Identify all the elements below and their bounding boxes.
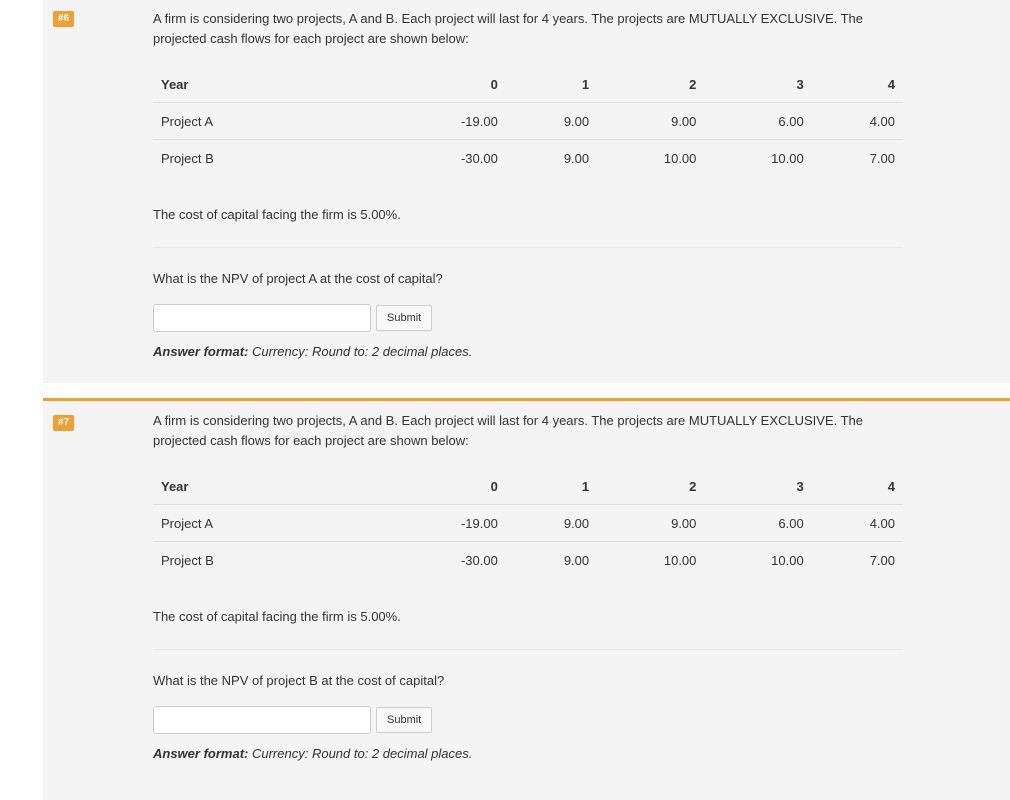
answer-format-label: Answer format: xyxy=(153,344,249,359)
table-cell: 9.00 xyxy=(597,505,704,542)
column-header: 3 xyxy=(704,468,811,505)
table-cell: 9.00 xyxy=(597,103,704,140)
column-header: 1 xyxy=(506,468,597,505)
answer-input[interactable] xyxy=(153,706,371,734)
row-label: Project B xyxy=(161,552,214,568)
table-row xyxy=(153,542,903,579)
question-content xyxy=(153,411,903,761)
row-label: Project B xyxy=(161,150,214,166)
answer-format xyxy=(153,344,472,359)
table-row xyxy=(153,505,903,542)
row-label: Project A xyxy=(153,505,389,542)
answer-row xyxy=(153,706,432,734)
table-cell: 10.00 xyxy=(771,552,804,568)
table-row xyxy=(153,140,903,177)
question-prompt: What is the NPV of project A at the cost of capital? xyxy=(153,271,443,286)
question-6-panel xyxy=(43,0,1010,383)
table-cell: 4.00 xyxy=(812,103,903,140)
column-header: 1 xyxy=(506,66,597,103)
question-7-panel xyxy=(43,398,1010,800)
table-cell: -19.00 xyxy=(389,505,506,542)
question-intro: A firm is considering two projects, A and B. Each project will last for 4 years. The projects are MUTUALLY EXCLUSIVE. The projected cash flows for each project are shown below: xyxy=(153,413,864,448)
divider xyxy=(153,649,903,650)
cost-of-capital-text: The cost of capital facing the firm is 5.00%. xyxy=(153,207,401,222)
submit-button[interactable]: Submit xyxy=(376,305,432,331)
table-cell: 9.00 xyxy=(563,150,590,166)
table-cell: 7.00 xyxy=(869,552,895,568)
question-content xyxy=(153,9,903,359)
column-header-year: Year xyxy=(153,66,389,103)
table-cell: 7.00 xyxy=(869,150,895,166)
answer-row xyxy=(153,304,432,332)
column-header: 4 xyxy=(812,66,903,103)
table-cell: 6.00 xyxy=(704,505,811,542)
table-cell: 9.00 xyxy=(506,505,597,542)
cost-of-capital-text: The cost of capital facing the firm is 5.00%. xyxy=(153,609,401,624)
question-number-badge: #6 xyxy=(53,11,74,27)
table-cell: 9.00 xyxy=(563,552,590,568)
submit-button[interactable]: Submit xyxy=(376,707,432,733)
column-header: 0 xyxy=(389,66,506,103)
question-intro: A firm is considering two projects, A and B. Each project will last for 4 years. The projects are MUTUALLY EXCLUSIVE. The projected cash flows for each project are shown below: xyxy=(153,11,864,46)
column-header-year: Year xyxy=(153,468,389,505)
table-row xyxy=(153,103,903,140)
column-header: 0 xyxy=(389,468,506,505)
answer-format-text: Currency: Round to: 2 decimal places. xyxy=(251,746,473,761)
divider xyxy=(153,247,903,248)
table-cell: 4.00 xyxy=(812,505,903,542)
table-cell: 10.00 xyxy=(663,552,697,568)
column-header: 4 xyxy=(812,468,903,505)
answer-format-text: Currency: Round to: 2 decimal places. xyxy=(251,344,473,359)
question-prompt: What is the NPV of project B at the cost of capital? xyxy=(153,673,445,688)
answer-format xyxy=(153,746,472,761)
table-cell: -30.00 xyxy=(460,552,498,568)
column-header: 3 xyxy=(704,66,811,103)
table-header-row xyxy=(153,66,903,103)
cash-flow-table xyxy=(153,66,903,176)
question-number-badge: #7 xyxy=(53,415,74,431)
table-cell: -19.00 xyxy=(389,103,506,140)
answer-input[interactable] xyxy=(153,304,371,332)
cash-flow-table xyxy=(153,468,903,578)
row-label: Project A xyxy=(153,103,389,140)
column-header: 2 xyxy=(597,66,704,103)
answer-format-label: Answer format: xyxy=(153,746,249,761)
table-cell: 10.00 xyxy=(771,150,804,166)
table-cell: 10.00 xyxy=(663,150,697,166)
column-header: 2 xyxy=(597,468,704,505)
table-cell: 6.00 xyxy=(704,103,811,140)
table-cell: -30.00 xyxy=(460,150,498,166)
table-header-row xyxy=(153,468,903,505)
table-cell: 9.00 xyxy=(506,103,597,140)
